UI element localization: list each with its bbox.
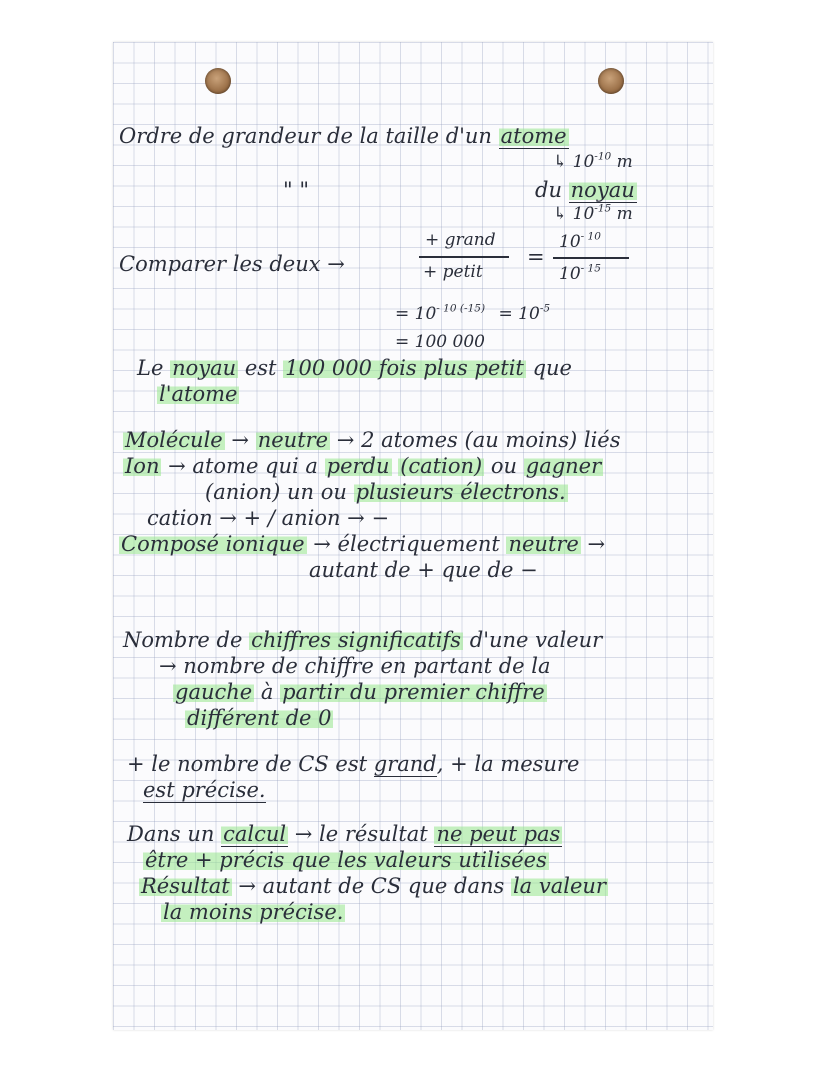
cs-line-2: → nombre de chiffre en partant de la xyxy=(159,654,551,678)
ion-line-2: (anion) un ou plusieurs électrons. xyxy=(205,480,566,504)
atome-word: atome xyxy=(500,124,567,148)
fraction-denominator: + petit xyxy=(423,262,483,282)
step3: = 100 000 xyxy=(395,332,485,352)
noyau-label: du noyau xyxy=(535,178,635,202)
noyau-sentence: Le noyau est 100 000 fois plus petit que xyxy=(137,356,572,380)
atome-value: ↳ $10^{-10}$ m xyxy=(553,150,633,172)
noyau-value: ↳ $10^{-15}$ m xyxy=(553,202,633,224)
noyau-sentence-end: l'atome xyxy=(159,382,238,406)
power-numerator: $10^{- 10}$ xyxy=(559,230,601,252)
compose-ionique-line: Composé ionique → électriquement neutre → xyxy=(121,532,606,556)
calc-line-2: être + précis que les valeurs utilisées xyxy=(145,848,547,872)
equals-sign: = xyxy=(527,245,545,269)
size-title: Ordre de grandeur de la taille d'un atome xyxy=(119,124,567,148)
calc-line: Dans un calcul → le résultat ne peut pas xyxy=(127,822,561,846)
compose-ionique-line-2: autant de + que de − xyxy=(309,558,538,582)
power-fraction-bar xyxy=(553,257,629,259)
fraction-numerator: + grand xyxy=(425,230,496,250)
power-denominator: $10^{- 15}$ xyxy=(559,262,601,284)
compare-label: Comparer les deux → xyxy=(119,252,345,276)
precision-line: + le nombre de CS est grand, + la mesure xyxy=(127,752,580,776)
fraction-bar xyxy=(419,256,509,258)
precision-line-2: est précise. xyxy=(143,778,266,802)
cs-line-3: gauche à partir du premier chiffre xyxy=(175,680,545,704)
result-line-2: la moins précise. xyxy=(163,900,344,924)
result-line: Résultat → autant de CS que dans la valeur xyxy=(141,874,606,898)
binder-hole-right xyxy=(598,68,624,94)
notebook-page xyxy=(113,42,713,1030)
molecule-line: Molécule → neutre → 2 atomes (au moins) liés xyxy=(125,428,621,452)
cation-anion-line: cation → + / anion → − xyxy=(147,506,390,530)
step2: = $10^{- 10 (-15)} = 10^{-5}$ xyxy=(395,302,551,324)
cs-title: Nombre de chiffres significatifs d'une valeur xyxy=(123,628,603,652)
ditto-marks: " " xyxy=(283,178,309,202)
ion-line: Ion → atome qui a perdu (cation) ou gagner xyxy=(125,454,602,478)
binder-hole-left xyxy=(205,68,231,94)
cs-line-4: différent de 0 xyxy=(187,706,332,730)
